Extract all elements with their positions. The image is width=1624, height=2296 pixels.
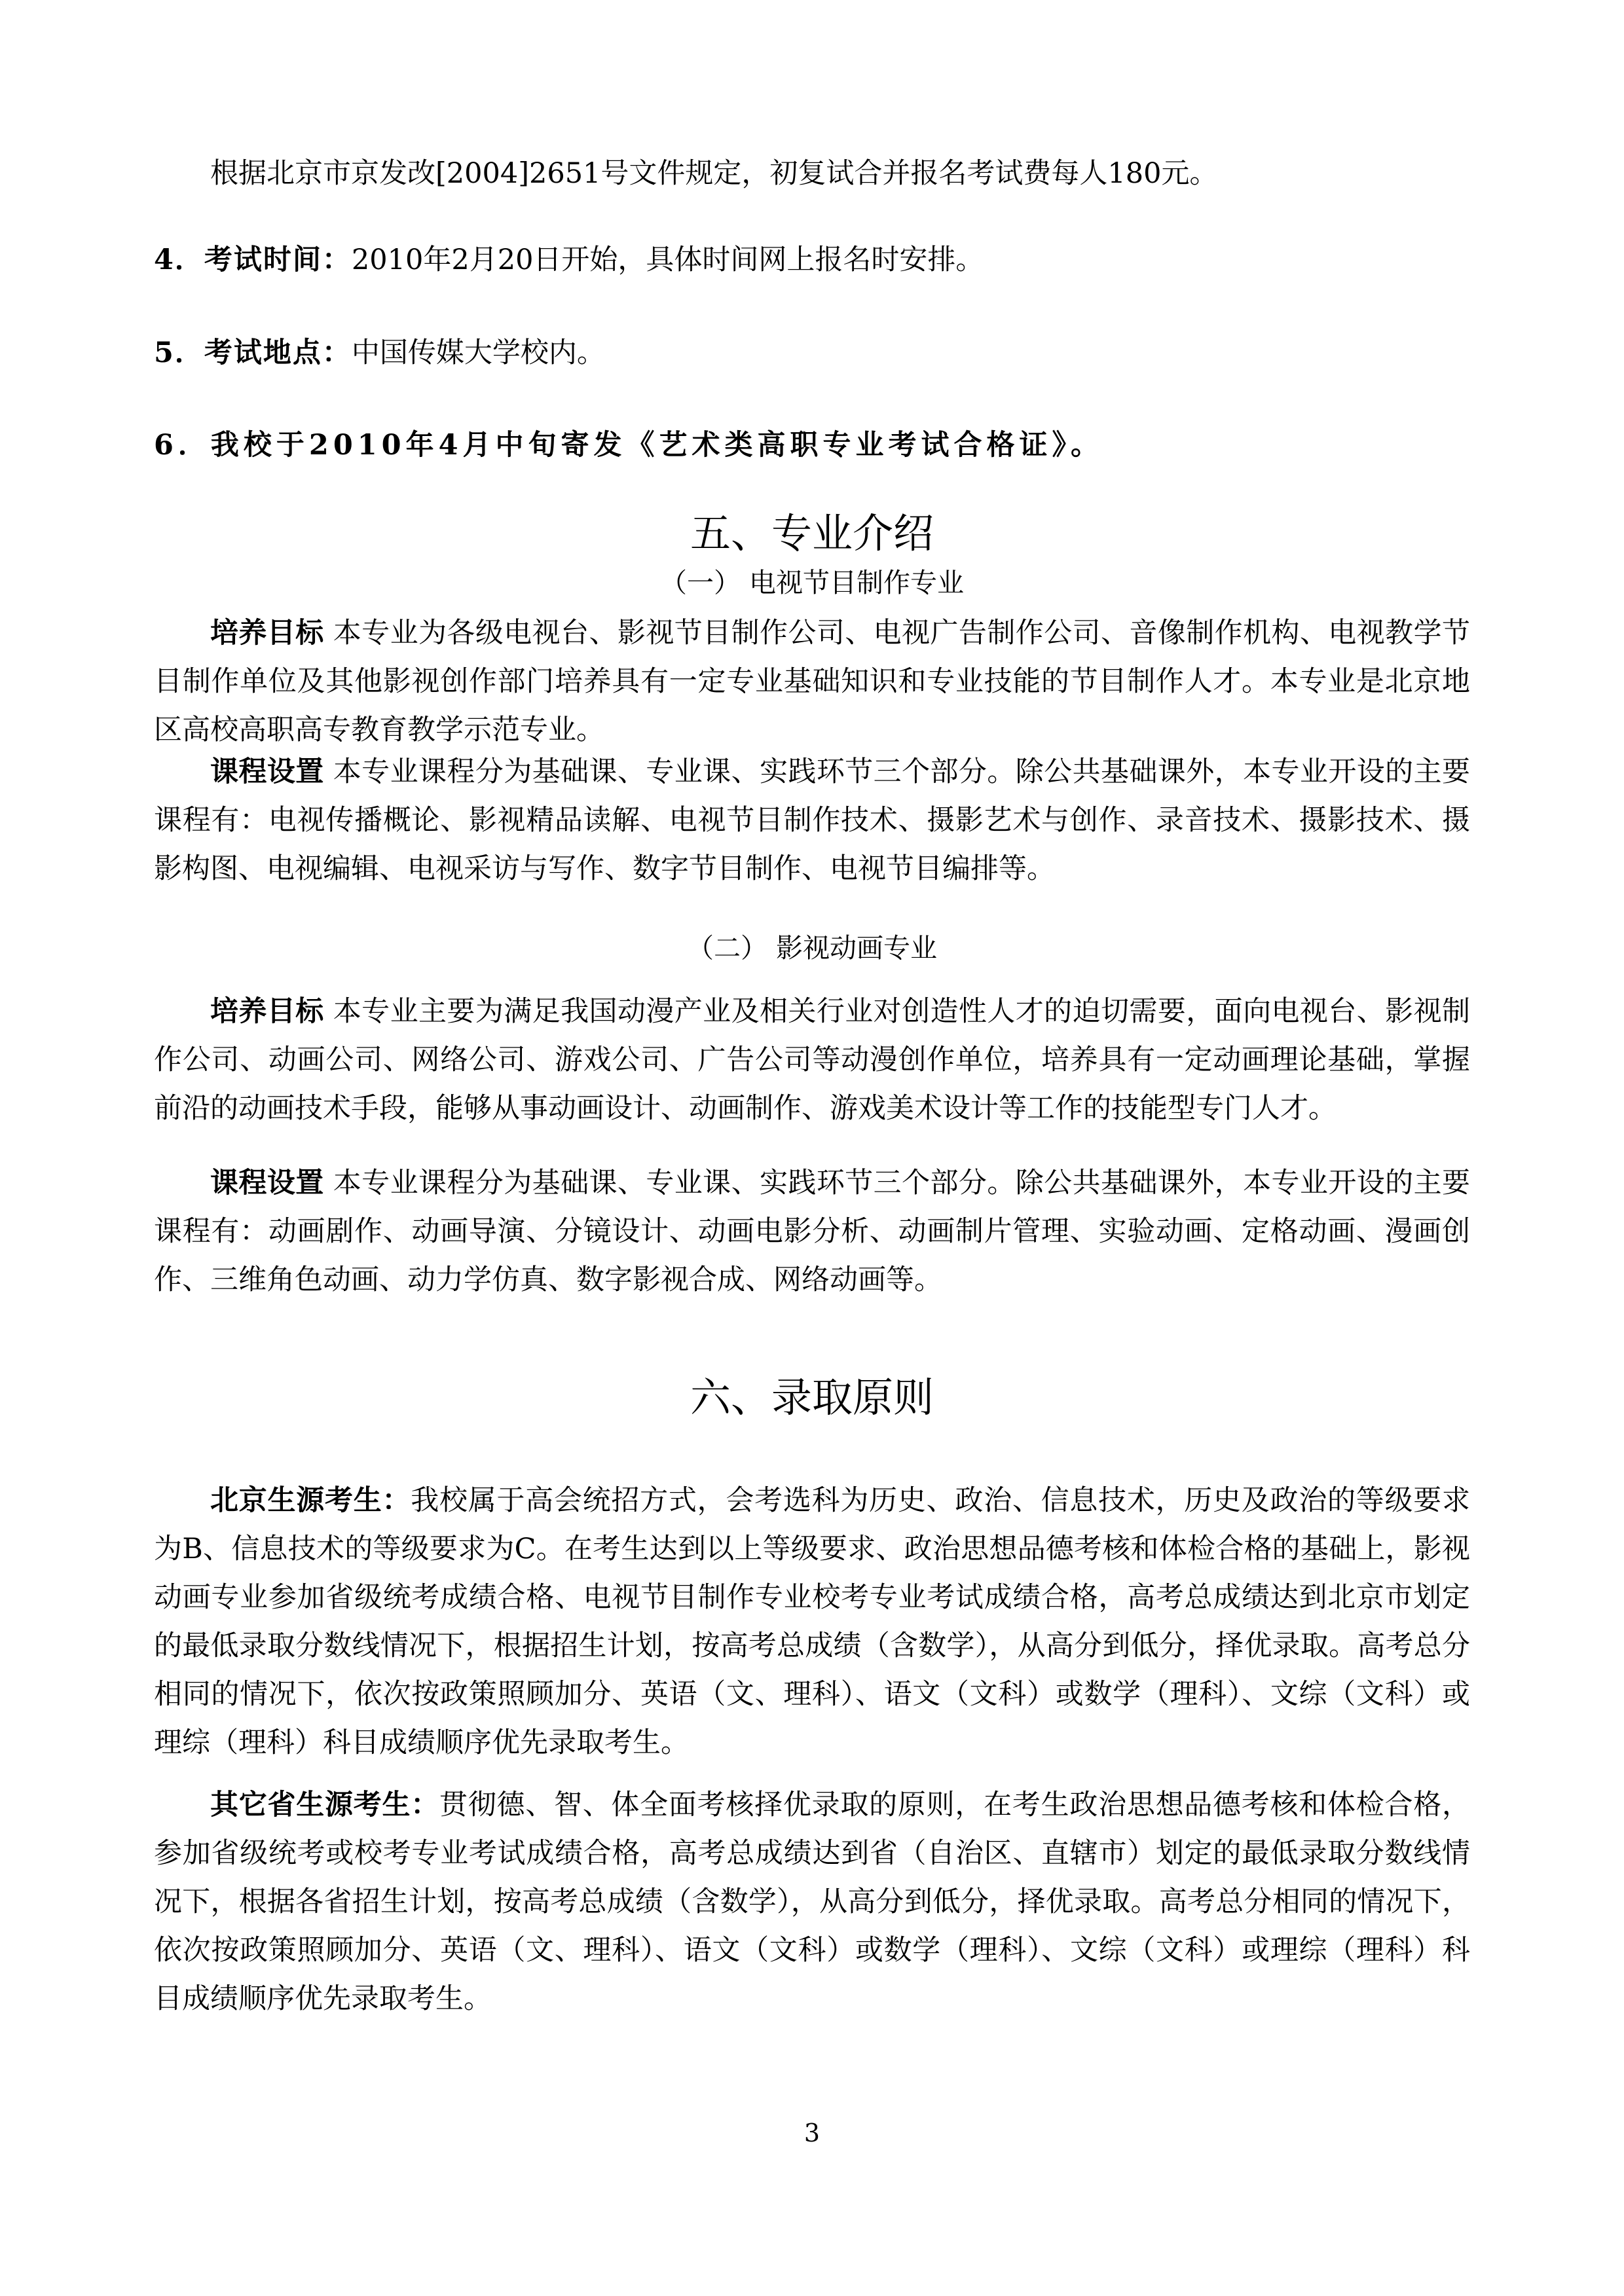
- major-2-courses: [154, 1159, 1470, 1304]
- major-1-courses: [154, 748, 1470, 893]
- fee-paragraph: [154, 149, 1470, 198]
- major-2-heading: （二） 影视动画专业: [686, 932, 938, 964]
- course-label: 课程设置: [210, 756, 324, 788]
- item-certificate: [154, 421, 1470, 469]
- major-2-heading-wrap: [154, 927, 1470, 969]
- other-label: 其它省生源考生：: [210, 1789, 439, 1821]
- fee-line: 根据北京市京发改[2004]2651号文件规定，初复试合并报名考试费每人180元。: [210, 157, 1218, 190]
- goal-label: 培养目标: [210, 995, 324, 1028]
- goal-text: 本专业主要为满足我国动漫产业及相关行业对创造性人才的迫切需要，面向电视台、影视制作公司、动画公司、网络公司、游戏公司、广告公司等动漫创作单位，培养具有一定动画理论基础，掌握前沿的动画技术手段，能够从事动画设计、动画制作、游戏美术设计等工作的技能型专门人才。: [154, 995, 1471, 1125]
- course-label: 课程设置: [210, 1167, 324, 1199]
- goal-text: 本专业为各级电视台、影视节目制作公司、电视广告制作公司、音像制作机构、电视教学节目制作单位及其他影视创作部门培养具有一定专业基础知识和专业技能的节目制作人才。本专业是北京地区高校高职高专教育教学示范专业。: [154, 617, 1471, 746]
- item-exam-location: [154, 329, 1470, 377]
- other-text: 贯彻德、智、体全面考核择优录取的原则，在考生政治思想品德考核和体检合格，参加省级统考或校考专业考试成绩合格，高考总成绩达到省（自治区、直辖市）划定的最低录取分数线情况下，根据各省招生计划，按高考总成绩（含数学），从高分到低分，择优录取。高考总分相同的情况下，依次按政策照顾加分、英语（文、理科）、语文（文科）或数学（理科）、文综（文科）或理综（理科）科目成绩顺序优先录取考生。: [154, 1789, 1471, 2015]
- section-5-title: 五、专业介绍: [690, 509, 934, 557]
- item-exam-time: [154, 236, 1470, 284]
- section-6-title-wrap: [154, 1372, 1470, 1424]
- beijing-label: 北京生源考生：: [210, 1484, 411, 1517]
- item-text: 2010年2月20日开始，具体时间网上报名时安排。: [351, 244, 984, 276]
- major-1-heading-wrap: [154, 562, 1470, 604]
- item-label: 6．我校于2010年4月中旬寄发《艺术类高职专业考试合格证》。: [154, 429, 1104, 462]
- major-1-goal: [154, 609, 1470, 754]
- other-province-admission: [154, 1781, 1470, 2023]
- beijing-admission: [154, 1476, 1470, 1767]
- major-1-heading: （一） 电视节目制作专业: [659, 567, 965, 598]
- goal-label: 培养目标: [210, 617, 324, 649]
- course-text: 本专业课程分为基础课、专业课、实践环节三个部分。除公共基础课外，本专业开设的主要课程有：动画剧作、动画导演、分镜设计、动画电影分析、动画制片管理、实验动画、定格动画、漫画创作、三维角色动画、动力学仿真、数字影视合成、网络动画等。: [154, 1167, 1471, 1296]
- section-5-title-wrap: [154, 507, 1470, 560]
- major-2-goal: [154, 987, 1470, 1133]
- item-text: 中国传媒大学校内。: [351, 337, 605, 369]
- item-label: 4．考试时间：: [154, 244, 352, 276]
- beijing-text: 我校属于高会统招方式，会考选科为历史、政治、信息技术，历史及政治的等级要求为B、信息技术的等级要求为C。在考生达到以上等级要求、政治思想品德考核和体检合格的基础上，影视动画专业参加省级统考成绩合格、电视节目制作专业校考专业考试成绩合格，高考总成绩达到北京市划定的最低录取分数线情况下，根据招生计划，按高考总成绩（含数学），从高分到低分，择优录取。高考总分相同的情况下，依次按政策照顾加分、英语（文、理科）、语文（文科）或数学（理科）、文综（文科）或理综（理科）科目成绩顺序优先录取考生。: [154, 1484, 1471, 1759]
- item-label: 5．考试地点：: [154, 337, 352, 369]
- page-number: 3: [803, 2119, 821, 2147]
- section-6-title: 六、录取原则: [690, 1374, 934, 1421]
- course-text: 本专业课程分为基础课、专业课、实践环节三个部分。除公共基础课外，本专业开设的主要课程有：电视传播概论、影视精品读解、电视节目制作技术、摄影艺术与创作、录音技术、摄影技术、摄影构图、电视编辑、电视采访与写作、数字节目制作、电视节目编排等。: [154, 756, 1471, 885]
